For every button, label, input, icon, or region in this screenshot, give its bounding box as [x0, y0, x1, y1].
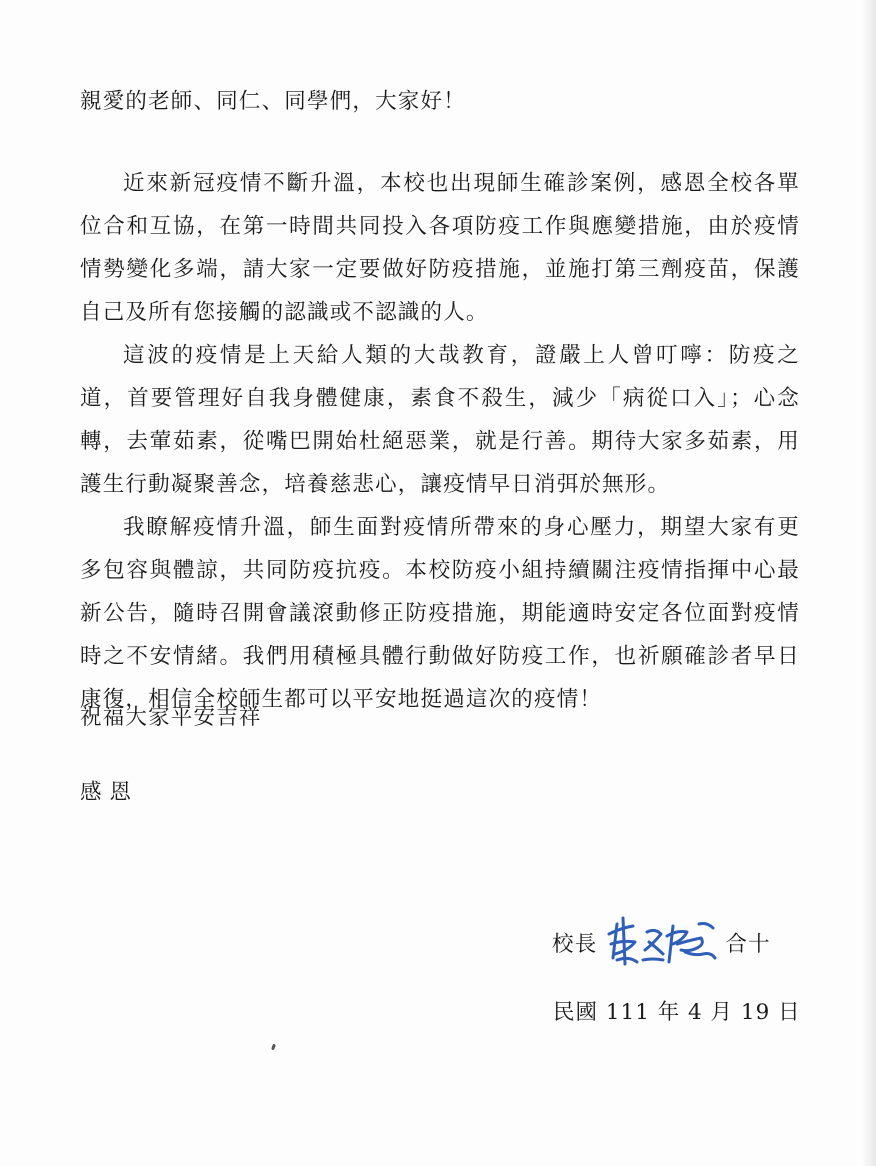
handwritten-signature [603, 914, 721, 970]
letter-body [80, 84, 800, 721]
signature-block [552, 914, 771, 970]
letter-date: 民國 111 年 4 月 19 日 [553, 1000, 801, 1025]
page-edge-shadow [862, 0, 876, 1166]
greeting: 親愛的老師、同仁、同學們，大家好！ [80, 89, 466, 114]
closing-thanks: 感恩 [80, 780, 140, 805]
paragraph-3: 我瞭解疫情升溫，師生面對疫情所帶來的身心壓力，期望大家有更多包容與體諒，共同防疫抗疫。本校防疫小組持續關注疫情指揮中心最新公告，隨時召開會議滾動修正防疫措施，期能適時安定各位面對疫情時之不安情緒。我們用積極具體行動做好防疫工作，也祈願確診者早日康復，相信全校師生都可以平安地挺過這次的疫情！ [80, 515, 800, 712]
paragraph-2: 這波的疫情是上天給人類的大哉教育，證嚴上人曾叮嚀：防疫之道，首要管理好自我身體健康，素食不殺生，減少「病從口入」；心念轉，去葷茹素，從嘴巴開始杜絕惡業，就是行善。期待大家多茹素，用護生行動凝聚善念，培養慈悲心，讓疫情早日消弭於無形。 [80, 343, 800, 497]
signer-title: 校長 [552, 931, 598, 957]
paper-speck [271, 1044, 276, 1051]
closing-blessing: 祝福大家平安吉祥 [80, 705, 262, 730]
paragraph-1: 近來新冠疫情不斷升溫，本校也出現師生確診案例，感恩全校各單位合和互協，在第一時間共同投入各項防疫工作與應變措施，由於疫情情勢變化多端，請大家一定要做好防疫措施，並施打第三劑疫苗，保護自己及所有您接觸的認識或不認識的人。 [80, 171, 800, 325]
signer-suffix: 合十 [725, 931, 771, 957]
